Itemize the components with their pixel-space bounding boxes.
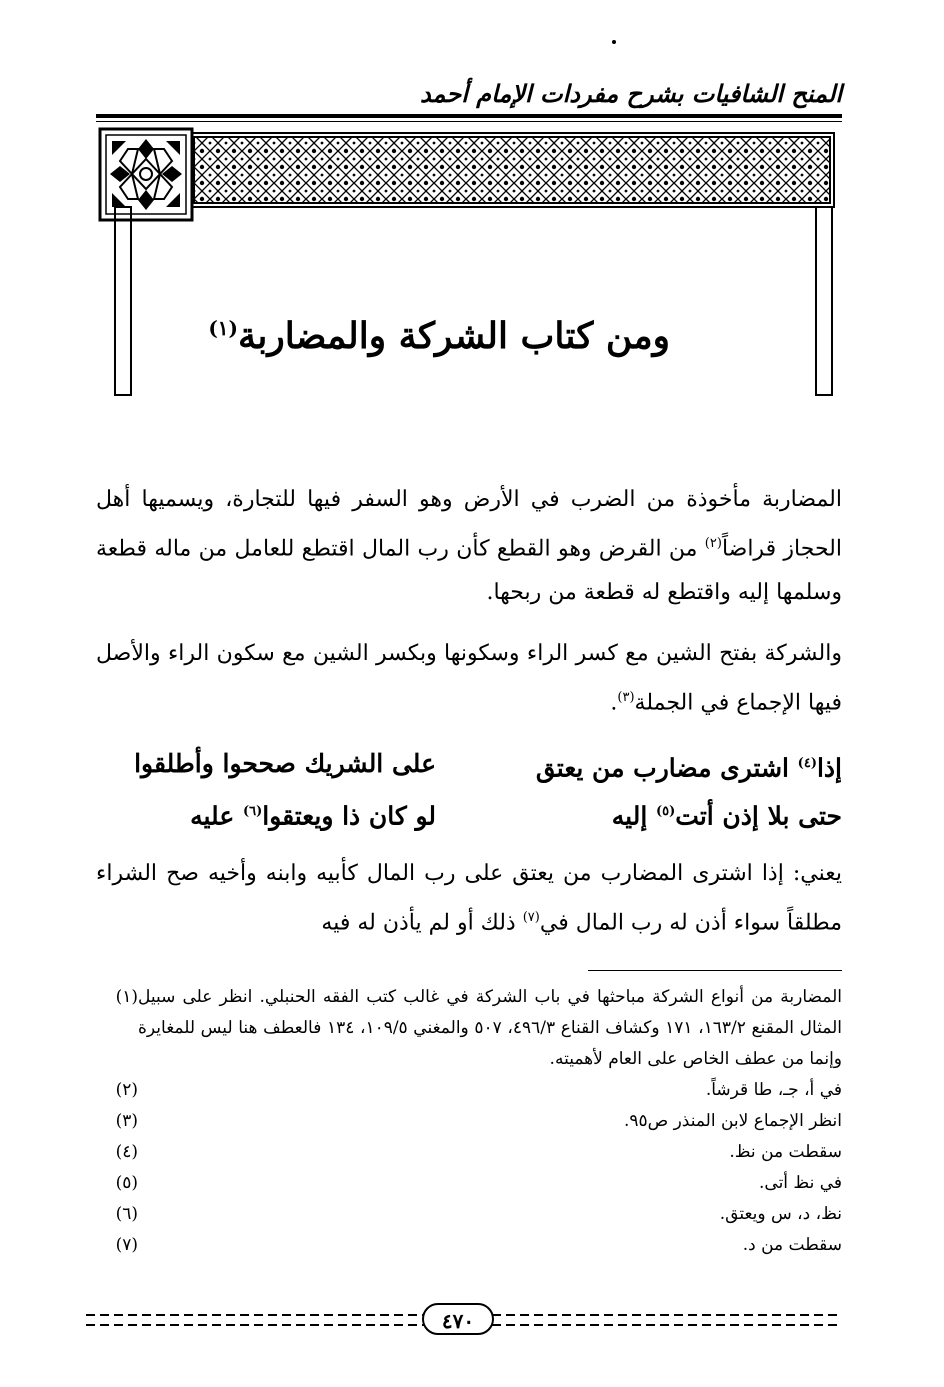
paragraph-text: من القرض وهو القطع كأن رب المال اقتطع للعامل من ماله قطعة وسلمها إليه واقتطع له قطعة من ربحها. bbox=[96, 536, 842, 606]
footnote-number: (٧) bbox=[115, 1235, 138, 1255]
verse-hemistich bbox=[472, 742, 842, 790]
paragraph-text: والشركة بفتح الشين مع كسر الراء وسكونها وبكسر الشين مع سكون الراء والأصل فيها الإجماع في الجملة bbox=[96, 641, 842, 716]
footnote-ref: (٥) bbox=[655, 804, 676, 819]
verse-hemistich bbox=[96, 790, 436, 838]
footnote bbox=[96, 1199, 842, 1230]
footnote-number: (٢) bbox=[115, 1080, 138, 1100]
chapter-title bbox=[150, 296, 670, 360]
footnote bbox=[96, 1168, 842, 1199]
footnote-text: نظ، د، س ويعتق. bbox=[719, 1204, 842, 1224]
footnotes bbox=[96, 982, 842, 1261]
footnote-text: في نظ أتى. bbox=[759, 1173, 842, 1193]
paragraph-text: المضاربة مأخوذة من الضرب في الأرض وهو السفر فيها للتجارة، ويسميها أهل الحجاز قراضاً bbox=[96, 487, 842, 562]
footnote-ref: (٢) bbox=[704, 536, 722, 551]
paragraph bbox=[96, 632, 842, 725]
footnote-number: (١) bbox=[115, 987, 138, 1007]
paragraph bbox=[96, 478, 842, 615]
footnote-text: سقطت من د. bbox=[742, 1235, 842, 1255]
verse-text: لو كان ذا ويعتقوا bbox=[262, 801, 436, 831]
verse-text: عليه bbox=[190, 801, 243, 831]
verse-text: حتى بلا إذن أتت bbox=[675, 801, 842, 831]
footnote-text: المضاربة من أنواع الشركة مباحثها في باب الشركة في غالب كتب الفقه الحنبلي. انظر على سبيل المثال المقنع ١٦٣/٢، ١٧١ وكشاف القناع ٤٩٦/٣، ٥٠٧ والمغني ١٠٩/٥، ١٣٤ فالعطف هنا ليس للمغايرة وإنما من عطف الخاص على العام لأهميته. bbox=[138, 987, 843, 1069]
verse-hemistich: على الشريك صححوا وأطلقوا bbox=[134, 749, 436, 778]
footnote-number: (٤) bbox=[115, 1142, 138, 1162]
verse-hemistich bbox=[472, 790, 842, 838]
header-rule bbox=[96, 114, 842, 118]
frame-pillar-right bbox=[815, 206, 833, 396]
paragraph-text: . bbox=[610, 690, 618, 716]
footnote-number: (٣) bbox=[115, 1111, 138, 1131]
footnote-ref: (٤) bbox=[797, 756, 817, 771]
footnote-ref: (٣) bbox=[617, 690, 635, 705]
ornamental-frame bbox=[98, 127, 836, 222]
footnote-text: انظر الإجماع لابن المنذر ص٩٥. bbox=[623, 1111, 842, 1131]
footnote bbox=[96, 982, 842, 1075]
footnote-ref: (١) bbox=[208, 316, 239, 340]
footnote bbox=[96, 1230, 842, 1261]
footnote-number: (٥) bbox=[115, 1173, 138, 1193]
footnote-separator bbox=[588, 970, 842, 971]
paragraph-text: ذلك أو لم يأذن له فيه bbox=[321, 910, 523, 936]
paragraph bbox=[96, 852, 842, 945]
frame-pillar-left bbox=[114, 206, 132, 396]
verse-text: إليه bbox=[611, 801, 656, 831]
footnote bbox=[96, 1075, 842, 1106]
running-head: المنح الشافيات بشرح مفردات الإمام أحمد bbox=[419, 79, 842, 108]
verse-text: اشترى مضارب من يعتق bbox=[535, 753, 798, 783]
header-rule-thin bbox=[96, 121, 842, 122]
verse-text: إذا bbox=[816, 753, 842, 783]
footnote-number: (٦) bbox=[115, 1204, 138, 1224]
footnote bbox=[96, 1106, 842, 1137]
footnote-ref: (٧) bbox=[522, 910, 540, 925]
stray-dot bbox=[612, 40, 616, 44]
paragraph-text: يعني: إذا اشترى المضارب من يعتق على رب المال كأبيه وابنه وأخيه صح الشراء مطلقاً سواء أذن له رب المال في bbox=[96, 861, 842, 936]
footnote-text: في أ، جـ، طا قرشاً. bbox=[705, 1080, 842, 1100]
footnote bbox=[96, 1137, 842, 1168]
footnote-ref: (٦) bbox=[242, 804, 263, 819]
chapter-title-text: ومن كتاب الشركة والمضاربة bbox=[238, 315, 670, 357]
page-number: ٤٧٠ bbox=[422, 1303, 494, 1335]
footnote-text: سقطت من نظ. bbox=[729, 1142, 842, 1162]
